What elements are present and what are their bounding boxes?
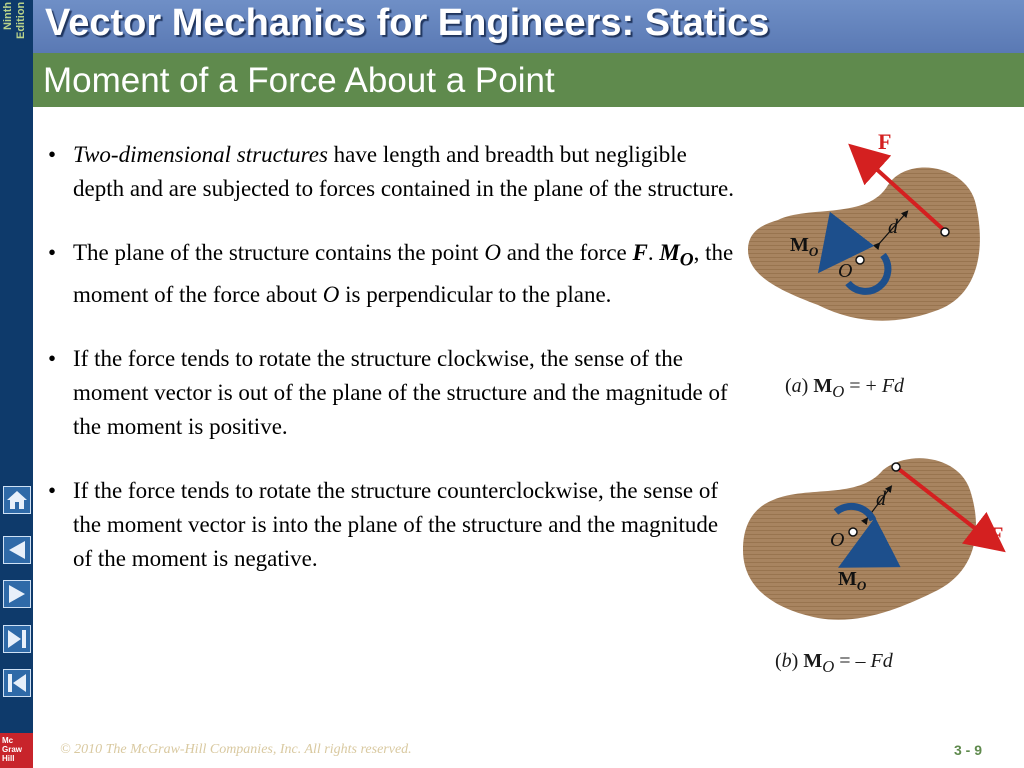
bullet-list: [48, 138, 738, 606]
rigid-body-shape: [748, 168, 980, 321]
force-application-point: [892, 463, 900, 471]
point-o-marker: [856, 256, 864, 264]
last-slide-button[interactable]: [3, 625, 31, 653]
skip-end-icon: [5, 627, 29, 651]
bullet-item-plane: • The plane of the structure contains the point O and the force F. $M_O$, the moment of the force about O is perpendicular to the plane.: [48, 236, 738, 312]
home-button[interactable]: [3, 486, 31, 514]
rigid-body-shape: [743, 458, 976, 619]
first-slide-button[interactable]: [3, 669, 31, 697]
bullet-item-counterclockwise: • If the force tends to rotate the structure counterclockwise, the sense of the moment vector is into the plane of the structure and the magnitude of the moment is negative.: [48, 474, 738, 576]
point-o-label: O: [838, 260, 853, 282]
skip-begin-icon: [5, 671, 29, 695]
home-icon: [5, 488, 29, 512]
slide-title: Moment of a Force About a Point: [43, 61, 555, 100]
distance-label: d: [888, 216, 898, 238]
force-label: F: [990, 522, 1004, 547]
moment-label: $M_O$: [790, 234, 819, 259]
previous-slide-button[interactable]: [3, 536, 31, 564]
publisher-logo: Mc Graw Hill: [0, 733, 33, 768]
distance-label: d: [876, 488, 886, 510]
figure-a-caption: (a) $M_O$ = + Fd: [785, 375, 905, 401]
back-arrow-icon: [5, 538, 29, 562]
moment-label: $M_O$: [838, 568, 867, 593]
slide-number: 3 - 9: [953, 742, 982, 758]
point-o-label: O: [830, 529, 845, 551]
edition-label: Ninth Edition: [2, 2, 27, 40]
figure-b-caption: (b) $M_O$ = – Fd: [775, 650, 893, 676]
bullet-item-clockwise: • If the force tends to rotate the structure clockwise, the sense of the moment vector is out of the plane of the structure and the magnitude of the moment is positive.: [48, 342, 738, 444]
forward-arrow-icon: [5, 582, 29, 606]
next-slide-button[interactable]: [3, 580, 31, 608]
navigation-sidebar: [0, 0, 33, 768]
book-title-bar: [33, 0, 1024, 53]
force-application-point: [941, 228, 949, 236]
book-title: Vector Mechanics for Engineers: Statics: [45, 2, 770, 44]
point-o-marker: [849, 528, 857, 536]
figure-a-clockwise-moment: [738, 125, 1008, 415]
slide-title-bar: [33, 53, 1024, 107]
bullet-item-2d-structures: • Two-dimensional structures have length and breadth but negligible depth and are subjected to forces contained in the plane of the structure.: [48, 138, 738, 206]
force-label: F: [878, 129, 892, 154]
copyright-notice: © 2010 The McGraw-Hill Companies, Inc. All rights reserved.: [60, 742, 412, 757]
